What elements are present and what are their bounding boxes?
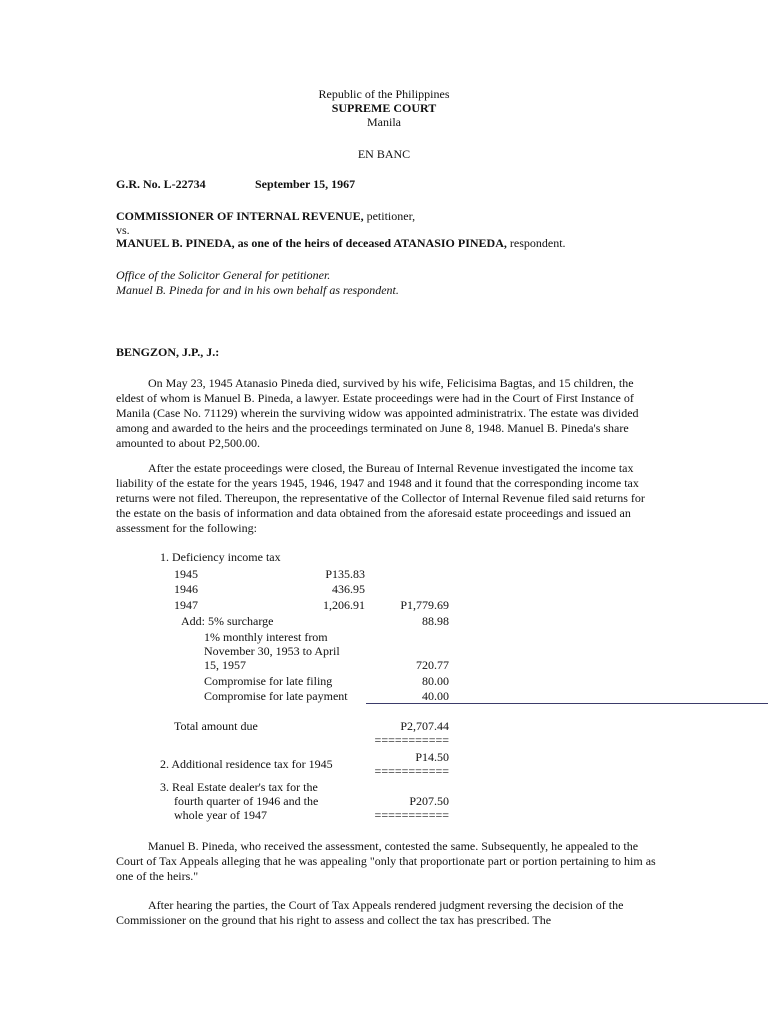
amount-1947: 1,206.91 bbox=[323, 598, 365, 612]
header-court: SUPREME COURT bbox=[331, 101, 437, 115]
year-1946: 1946 bbox=[174, 582, 198, 596]
interest-line-2: November 30, 1953 to April bbox=[204, 644, 340, 658]
counsel-respondent: Manuel B. Pineda for and in his own behalf as respondent. bbox=[116, 283, 399, 297]
year-1947: 1947 bbox=[174, 598, 198, 612]
deficiency-subtotal: P1,779.69 bbox=[400, 598, 449, 612]
interest-amount: 720.77 bbox=[416, 658, 449, 672]
decision-date: September 15, 1967 bbox=[255, 177, 356, 191]
late-payment-label: Compromise for late payment bbox=[204, 689, 348, 703]
item-3-line-3: whole year of 1947 bbox=[174, 808, 267, 822]
respondent-line bbox=[116, 236, 566, 251]
petitioner-line bbox=[116, 209, 415, 224]
petitioner-role: petitioner, bbox=[363, 209, 416, 223]
item-2-label: 2. Additional residence tax for 1945 bbox=[160, 757, 333, 771]
item-1-label: 1. Deficiency income tax bbox=[160, 550, 281, 564]
late-filing-amount: 80.00 bbox=[422, 674, 449, 688]
total-rule bbox=[366, 703, 768, 704]
header-city: Manila bbox=[367, 115, 401, 129]
header-division: EN BANC bbox=[357, 147, 411, 161]
header-republic: Republic of the Philippines bbox=[318, 87, 450, 101]
paragraph-2-text: After the estate proceedings were closed, the Bureau of Internal Revenue investigated the income tax liability of the estate for the years 1945, 1946, 1947 and 1948 and it found that the corresponding income tax returns were not filed. Thereupon, the representative of the Collector of Internal Revenue filed said returns for the estate on the basis of information and data obtained from the aforesaid estate proceedings and issued an assessment for the following: bbox=[116, 461, 645, 535]
interest-line-1: 1% monthly interest from bbox=[204, 630, 328, 644]
amount-1945: P135.83 bbox=[325, 567, 365, 581]
paragraph-3-text: Manuel B. Pineda, who received the assessment, contested the same. Subsequently, he appealed to the Court of Tax Appeals alleging that he was appealing "only that proportionate part or portion pertaining to him as one of the heirs." bbox=[116, 839, 656, 883]
item-2-amount: P14.50 bbox=[415, 750, 449, 764]
ponente: BENGZON, J.P., J.: bbox=[116, 345, 220, 359]
respondent-name: MANUEL B. PINEDA, as one of the heirs of deceased ATANASIO PINEDA, bbox=[116, 236, 507, 250]
amount-1946: 436.95 bbox=[332, 582, 365, 596]
paragraph-1 bbox=[116, 376, 656, 451]
petitioner-name: COMMISSIONER OF INTERNAL REVENUE, bbox=[116, 209, 364, 223]
interest-line-3: 15, 1957 bbox=[204, 658, 246, 672]
gr-number: G.R. No. L-22734 bbox=[116, 177, 206, 191]
paragraph-4-text: After hearing the parties, the Court of Tax Appeals rendered judgment reversing the decision of the Commissioner on the ground that his right to assess and collect the tax has prescribed. The bbox=[116, 898, 624, 927]
paragraph-4 bbox=[116, 898, 656, 928]
versus: vs. bbox=[116, 223, 130, 237]
respondent-role: respondent. bbox=[506, 236, 566, 250]
year-1945: 1945 bbox=[174, 567, 198, 581]
paragraph-2 bbox=[116, 461, 656, 536]
total-amount: P2,707.44 bbox=[400, 719, 449, 733]
paragraph-3 bbox=[116, 839, 656, 884]
late-payment-amount: 40.00 bbox=[422, 689, 449, 703]
paragraph-1-text: On May 23, 1945 Atanasio Pineda died, survived by his wife, Felicisima Bagtas, and 15 children, the eldest of whom is Manuel B. Pineda, a lawyer. Estate proceedings were had in the Court of First Instance of Manila (Case No. 71129) wherein the surviving widow was appointed administratrix. The estate was divided among and awarded to the heirs and the proceedings terminated on June 8, 1948. Manuel B. Pineda's share amounted to about P2,500.00. bbox=[116, 376, 639, 450]
item-3-line-1: 3. Real Estate dealer's tax for the bbox=[160, 780, 318, 794]
surcharge-amount: 88.98 bbox=[422, 614, 449, 628]
item-2-double-rule: =========== bbox=[374, 764, 449, 778]
item-3-line-2: fourth quarter of 1946 and the bbox=[174, 794, 319, 808]
item-3-amount: P207.50 bbox=[409, 794, 449, 808]
total-double-rule: =========== bbox=[374, 733, 449, 747]
total-label: Total amount due bbox=[174, 719, 258, 733]
counsel-petitioner: Office of the Solicitor General for petitioner. bbox=[116, 268, 331, 282]
item-3-double-rule: =========== bbox=[374, 808, 449, 822]
late-filing-label: Compromise for late filing bbox=[204, 674, 333, 688]
surcharge-label: Add: 5% surcharge bbox=[181, 614, 274, 628]
